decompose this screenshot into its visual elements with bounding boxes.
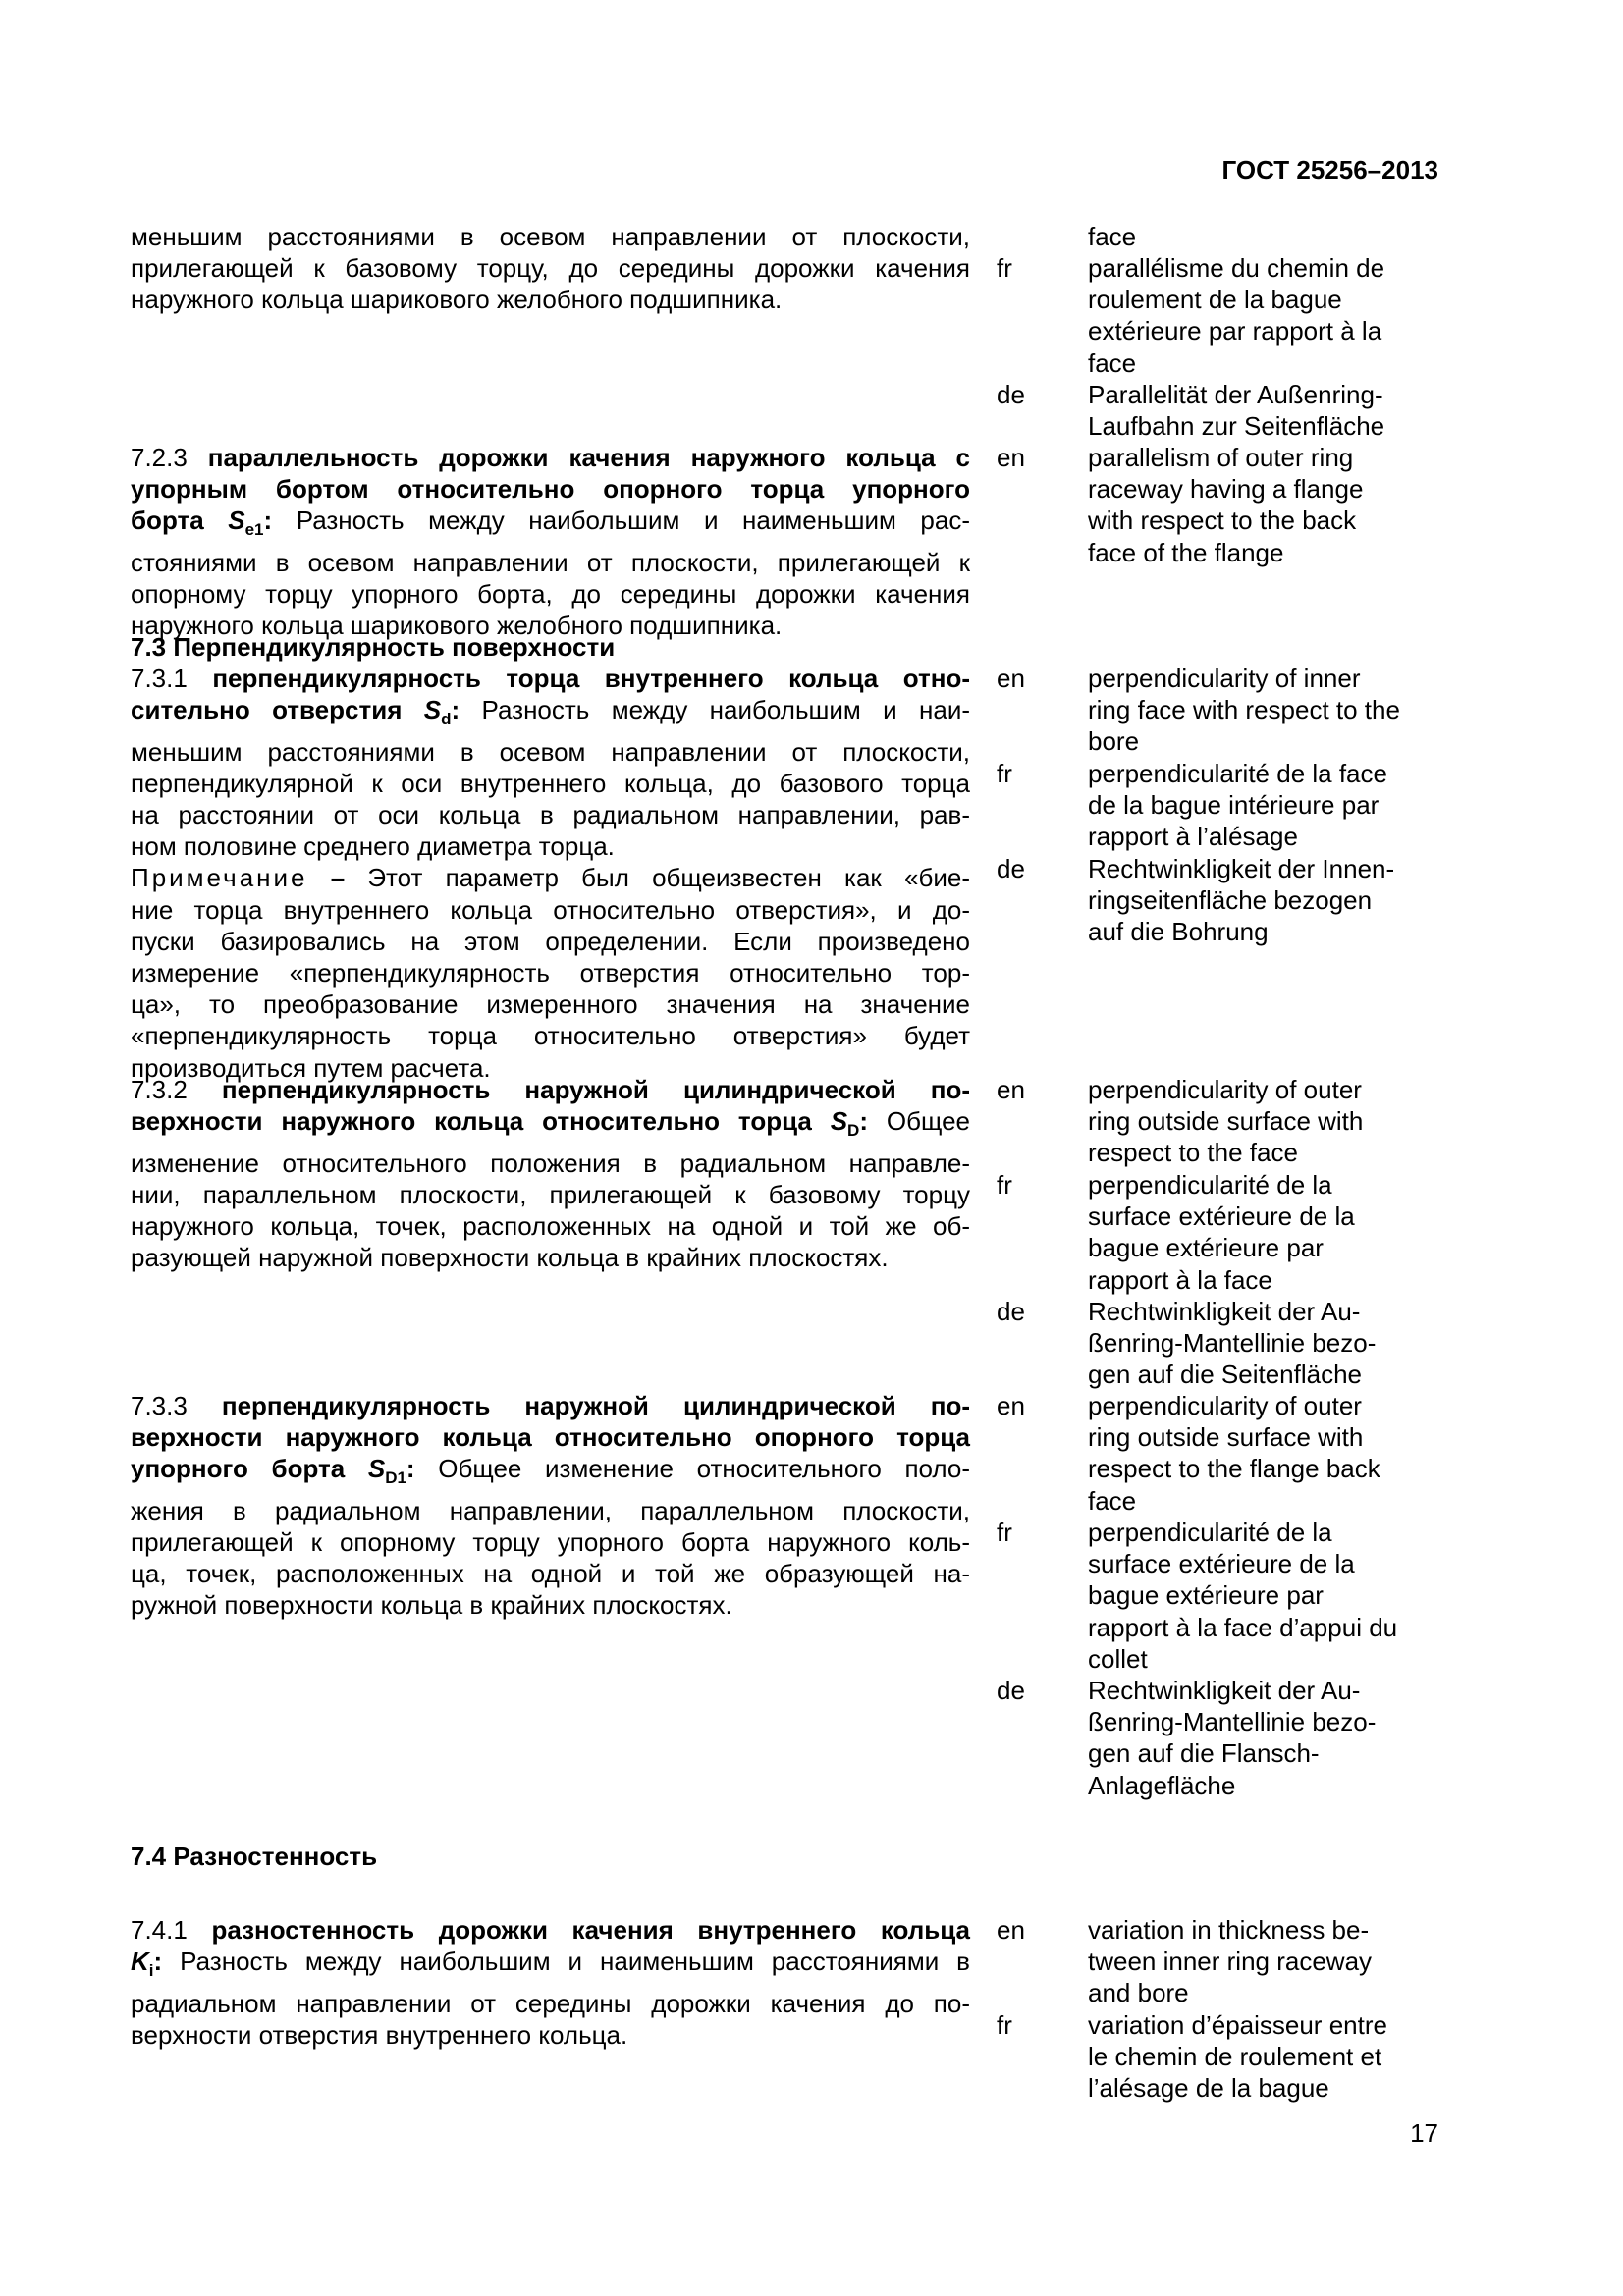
lang-label-en: en [997,1391,1025,1420]
lang-label-fr: fr [997,759,1012,788]
text-line: прилегающей к базовому торцу, до середины дорожки качения [131,253,970,284]
section-7-3-1: 7.3.1 перпендикулярность торца внутреннего кольца отно- сительно отверстия $S_d$: Разность между наибольшим и наи- меньшим расстояниями в осевом направлении от плоскости, перпендикулярной к оси внутреннего кольца, до базового торца на расстоянии от оси кольца в радиальном направлении, рав- ном половине среднего диаметра торца. Примечание – Этот параметр был общеизвестен как «бие- ние торца внутреннего кольца относительно отверстия», и до- пуски базировались на этом определении. Если произведено измерение «перпендикулярность отверстия относительно тор- ца», то преобразование измеренного значения на значение «перпендикулярность торца относительно отверстия» будет производиться путем расчета. [131,664,970,1083]
term-de: Parallelität der Außenring- Laufbahn zur Seitenfläche [1088,380,1385,442]
lang-label-en: en [997,664,1025,693]
term-de: Rechtwinkligkeit der Au- ßenring-Mantellinie bezo- gen auf die Seitenfläche [1088,1297,1377,1390]
section-7-3-2: 7.3.2 перпендикулярность наружной цилиндрической по- верхности наружного кольца относительно торца $S_D$: Общее изменение относительного положения в радиальном направле- нии, параллельном плоскости, прилегающей к базовому торцу наружного кольца, точек, расположенных на одной и той же об- разующей наружной поверхности кольца в крайних плоскостях. [131,1075,970,1273]
term-en: parallelism of outer ring raceway having a flange with respect to the back face of the flange [1088,443,1364,567]
term-en: variation in thickness be- tween inner ring raceway and bore [1088,1915,1373,2008]
section-7-4-1: 7.4.1 разностенность дорожки качения внутреннего кольца $K_i$: Разность между наибольшим и наименьшим расстояниями в радиальном направлении от середины дорожки качения до по- верхности отверстия внутреннего кольца. [131,1915,970,2050]
term-de: Rechtwinkligkeit der Au- ßenring-Mantellinie bezo- gen auf die Flansch- Anlagefläche [1088,1676,1377,1800]
section-7-3-3: 7.3.3 перпендикулярность наружной цилиндрической по- верхности наружного кольца относительно опорного торца упорного борта $S_{D1}$: Общее изменение относительного поло- жения в радиальном направлении, параллельном плоскости, прилегающей к опорному торцу упорного борта наружного коль- ца, точек, расположенных на одной и той же образующей на- ружной поверхности кольца в крайних плоскостях. [131,1391,971,1621]
lang-label-de: de [997,380,1025,409]
section-heading-7-3: 7.3 Перпендикулярность поверхности [131,632,616,662]
term-fr: parallélisme du chemin de roulement de la bague extérieure par rapport à la face [1088,253,1385,378]
lang-label-en: en [997,443,1025,472]
standard-header: ГОСТ 25256–2013 [1221,155,1438,185]
page-number: 17 [1410,2118,1438,2148]
lang-label-fr: fr [997,1518,1012,1547]
note: Примечание – Этот параметр был общеизвестен как «бие- [131,863,970,893]
lang-label-fr: fr [997,1170,1012,1200]
term-en: perpendicularity of inner ring face with respect to the bore [1088,664,1400,757]
lang-label-de: de [997,1297,1025,1326]
text-line: наружного кольца шарикового желобного подшипника. [131,285,783,315]
lang-label-en: en [997,1915,1025,1945]
text-line: меньшим расстояниями в осевом направлении от плоскости, [131,222,970,251]
lang-label-en: en [997,1075,1025,1104]
term-en: perpendicularity of outer ring outside surface with respect to the flange back face [1088,1391,1380,1516]
section-7-2-3: 7.2.3 параллельность дорожки качения наружного кольца с упорным бортом относительно опорного торца упорного борта $S_{e1}$: Разность между наибольшим и наименьшим рас- стояниями в осевом направлении от плоскости, прилегающей к опорному торцу упорного борта, до середины дорожки качения наружного кольца шарикового желобного подшипника. [131,443,970,641]
term-fr: variation d’épaisseur entre le chemin de roulement et l’alésage de la bague [1088,2010,1387,2104]
lang-label-fr: fr [997,2010,1012,2040]
section-heading-7-4: 7.4 Разностенность [131,1842,378,1871]
term-en: perpendicularity of outer ring outside surface with respect to the face [1088,1075,1364,1168]
term-en-tail: face [1088,222,1137,251]
lang-label-de: de [997,1676,1025,1705]
continuation-text [131,221,970,316]
lang-label-fr: fr [997,253,1012,283]
term-fr: perpendicularité de la surface extérieure de la bague extérieure par rapport à la face [1088,1170,1355,1295]
term-fr: perpendicularité de la face de la bague intérieure par rapport à l’alésage [1088,759,1387,852]
term-de: Rechtwinkligkeit der Innen- ringseitenfläche bezogen auf die Bohrung [1088,854,1395,947]
term-fr: perpendicularité de la surface extérieure de la bague extérieure par rapport à la face d’appui du collet [1088,1518,1398,1674]
lang-label-de: de [997,854,1025,883]
